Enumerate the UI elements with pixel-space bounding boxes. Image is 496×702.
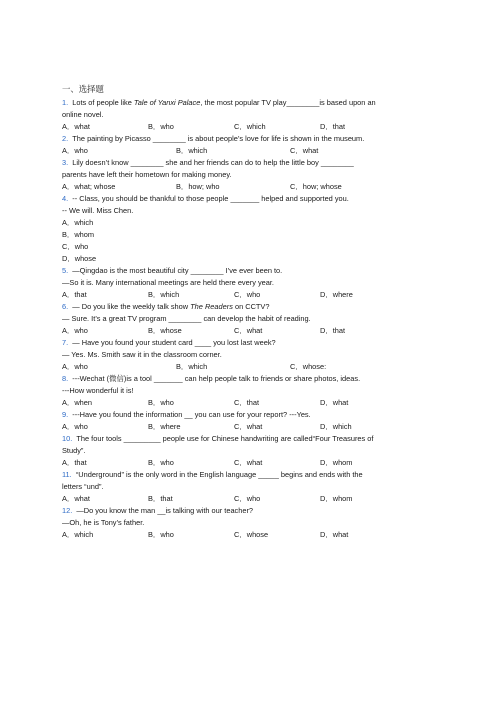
question-text-cont: ---How wonderful it is! (62, 386, 134, 395)
question-text: — Have you found your student card ____ you lost last week? (72, 338, 276, 347)
option-c[interactable]: C．what (234, 326, 263, 335)
option-a[interactable]: A．which (62, 530, 94, 539)
option-b[interactable]: B．who (148, 122, 174, 131)
option-a[interactable]: A．who (62, 362, 88, 371)
option-b[interactable]: B．which (176, 362, 208, 371)
options-row (62, 325, 434, 337)
option-c[interactable]: C．what (234, 422, 263, 431)
question-number: 5. (62, 266, 69, 275)
options-row (62, 397, 434, 409)
option-a[interactable]: A．who (62, 146, 88, 155)
question-text: —Qingdao is the most beautiful city ________ I’ve ever been to. (72, 266, 283, 275)
question-1 (62, 97, 434, 133)
question-text: -- Class, you should be thankful to those people _______ helped and supported you. (72, 194, 349, 203)
option-c[interactable]: C．who (62, 242, 89, 251)
option-b[interactable]: B．who (148, 458, 174, 467)
option-a[interactable]: A．that (62, 458, 87, 467)
question-text: —Do you know the man __is talking with our teacher? (76, 506, 254, 515)
question-number: 8. (62, 374, 69, 383)
option-b[interactable]: B．who (148, 398, 174, 407)
question-4 (62, 193, 434, 265)
option-a[interactable]: A．what (62, 494, 90, 503)
option-c[interactable]: C．what (234, 458, 263, 467)
question-number: 9. (62, 410, 69, 419)
options-row (62, 493, 434, 505)
option-b[interactable]: B．where (148, 422, 181, 431)
question-text-cont: —Oh, he is Tony’s father. (62, 518, 145, 527)
options-row (62, 181, 434, 193)
options-row (62, 121, 434, 133)
question-text: ---Wechat (微信)is a tool _______ can help people talk to friends or share photos, ideas. (72, 374, 361, 383)
option-d[interactable]: D．whom (320, 494, 353, 503)
option-a[interactable]: A．who (62, 326, 88, 335)
option-d[interactable]: D．what (320, 398, 349, 407)
option-d[interactable]: D．whom (320, 458, 353, 467)
question-text-cont: -- We will. Miss Chen. (62, 206, 134, 215)
option-d[interactable]: D．where (320, 290, 353, 299)
question-number: 12. (62, 506, 73, 515)
option-a[interactable]: A．when (62, 398, 92, 407)
question-6 (62, 301, 434, 337)
option-c[interactable]: C．that (234, 398, 260, 407)
option-a[interactable]: A．that (62, 290, 87, 299)
question-text: The painting by Picasso ________ is about people’s love for life is shown in the museum. (72, 134, 365, 143)
option-c[interactable]: C．whose (234, 530, 269, 539)
question-text-cont: — Sure. It’s a great TV program ________ can develop the habit of reading. (62, 314, 311, 323)
option-d[interactable]: D．whose (62, 254, 97, 263)
option-b[interactable]: B．which (176, 146, 208, 155)
question-11 (62, 469, 434, 505)
question-number: 2. (62, 134, 69, 143)
italic-title: Tale of Yanxi Palace (133, 98, 201, 107)
option-c[interactable]: C．which (234, 122, 266, 131)
question-text: ---Have you found the information __ you can use for your report? ---Yes. (72, 410, 311, 419)
option-b[interactable]: B．who (148, 530, 174, 539)
question-number: 10. (62, 434, 73, 443)
question-text: Lots of people like (72, 98, 134, 107)
options-row (62, 145, 434, 157)
option-d[interactable]: D．that (320, 122, 346, 131)
question-2 (62, 133, 434, 157)
options-row (62, 421, 434, 433)
option-a[interactable]: A．which (62, 218, 94, 227)
options-row (62, 361, 434, 373)
question-text: , the most popular TV play________is based upon an (200, 98, 376, 107)
option-b[interactable]: B．how; who (176, 182, 220, 191)
question-text: “Underground” is the only word in the English language _____ begins and ends with the (75, 470, 363, 479)
question-8 (62, 373, 434, 409)
option-c[interactable]: C．what (290, 146, 319, 155)
question-list (62, 83, 434, 541)
question-number: 1. (62, 98, 69, 107)
option-b[interactable]: B．whose (148, 326, 182, 335)
question-9 (62, 409, 434, 433)
question-number: 3. (62, 158, 69, 167)
question-10 (62, 433, 434, 469)
option-c[interactable]: C．whose: (290, 362, 327, 371)
option-d[interactable]: D．what (320, 530, 349, 539)
question-5 (62, 265, 434, 301)
question-text-cont: Study”. (62, 446, 86, 455)
question-text: — Do you like the weekly talk show (72, 302, 191, 311)
question-7 (62, 337, 434, 373)
question-number: 4. (62, 194, 69, 203)
option-d[interactable]: D．which (320, 422, 352, 431)
question-3 (62, 157, 434, 193)
option-b[interactable]: B．that (148, 494, 173, 503)
option-a[interactable]: A．who (62, 422, 88, 431)
options-row (62, 457, 434, 469)
question-text: on CCTV? (232, 302, 270, 311)
question-text-cont: — Yes. Ms. Smith saw it in the classroom corner. (62, 350, 222, 359)
question-12 (62, 505, 434, 541)
options-row (62, 529, 434, 541)
option-b[interactable]: B．which (148, 290, 180, 299)
option-c[interactable]: C．how; whose (290, 182, 342, 191)
options-row (62, 289, 434, 301)
question-number: 6. (62, 302, 69, 311)
option-d[interactable]: D．that (320, 326, 346, 335)
option-c[interactable]: C．who (234, 494, 261, 503)
option-a[interactable]: A．what; whose (62, 182, 116, 191)
italic-title: The Readers (190, 302, 233, 311)
question-text-cont: —So it is. Many international meetings are held there every year. (62, 278, 274, 287)
question-number: 11. (62, 470, 72, 479)
option-a[interactable]: A．what (62, 122, 90, 131)
question-text-cont: parents have left their hometown for making money. (62, 170, 232, 179)
option-c[interactable]: C．who (234, 290, 261, 299)
section-title: 一、选择题 (62, 84, 104, 94)
question-text: Lily doesn’t know ________ she and her friends can do to help the little boy ________ (72, 158, 354, 167)
question-text: The four tools _________ people use for Chinese handwriting are called“Four Treasures of (76, 434, 374, 443)
question-text-cont: online novel. (62, 110, 104, 119)
option-b[interactable]: B．whom (62, 230, 95, 239)
question-text-cont: letters “und”. (62, 482, 104, 491)
question-number: 7. (62, 338, 69, 347)
